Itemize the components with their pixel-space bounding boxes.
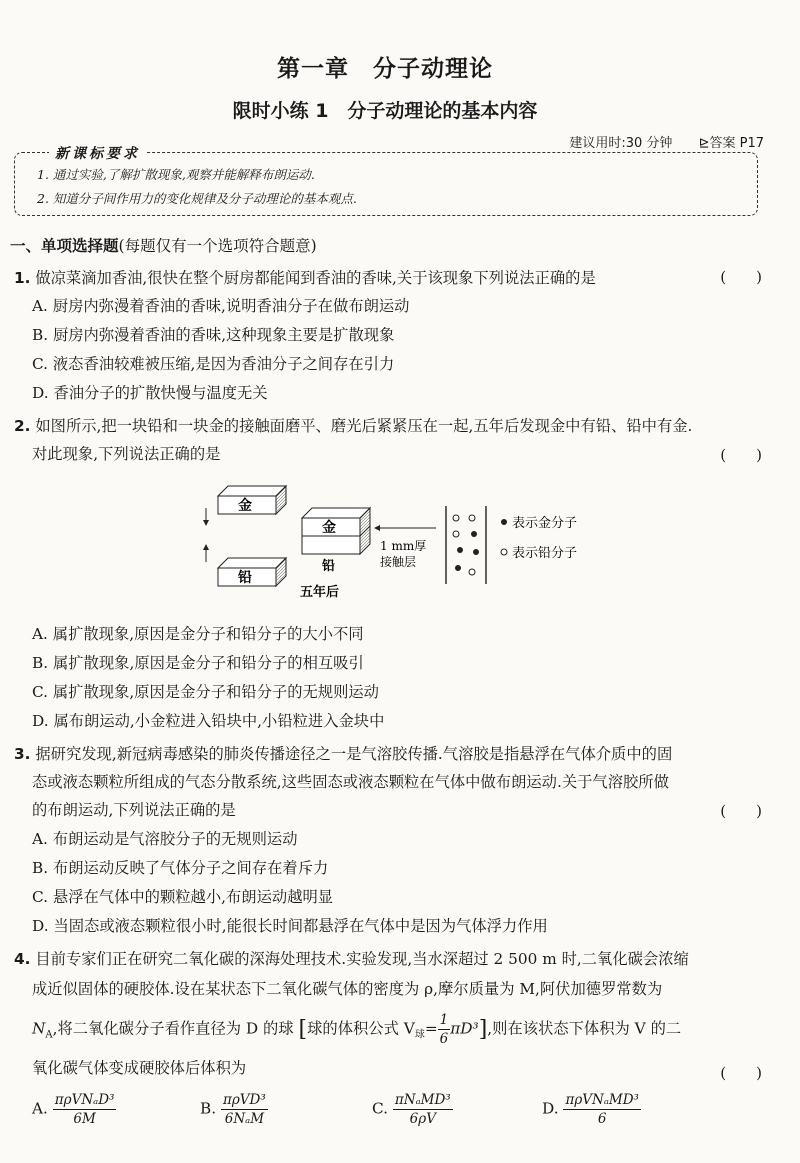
part-one-title: 一、单项选择题	[10, 237, 119, 255]
avogadro-symbol: N	[32, 1019, 46, 1038]
q4-number: 4.	[14, 950, 31, 968]
sphere-fraction-denominator: 6	[439, 1031, 449, 1047]
q4-option-a-label: A.	[32, 1099, 48, 1118]
q1-stem-text: 做凉菜滴加香油,很快在整个厨房都能闻到香油的香味,关于该现象下列说法正确的是	[35, 269, 596, 287]
combined-block	[300, 508, 370, 600]
q4-option-c-denominator: 6ρV	[409, 1111, 436, 1127]
q2-answer-blank: ( )	[720, 446, 762, 464]
q1-answer-blank: ( )	[720, 268, 762, 286]
section-title: 限时小练 1 分子动理论的基本内容	[232, 100, 538, 122]
part-one-note: (每题仅有一个选项符合题意)	[118, 237, 317, 255]
requirements-title: 新课标要求	[49, 143, 146, 163]
q4-option-d-label: D.	[542, 1099, 559, 1118]
requirement-item-2: 2. 知道分子间作用力的变化规律及分子动理论的基本观点.	[37, 191, 357, 206]
formula-prefix: 球的体积公式 V	[307, 1019, 415, 1038]
sphere-volume-fraction	[438, 1012, 451, 1047]
q4-option-b-numerator: πρVD³	[222, 1092, 266, 1108]
years-later-label: 五年后	[300, 585, 340, 600]
contact-layer-label: 接触层	[380, 555, 417, 569]
q3-stem-line-3: 的布朗运动,下列说法正确的是	[32, 801, 236, 819]
q4-option-c-numerator: πNₐMD³	[394, 1092, 451, 1108]
lead-label: 铅	[238, 570, 252, 586]
q4-option-c	[372, 1092, 453, 1127]
lead-block	[218, 558, 286, 586]
suggested-time: 建议用时:30 分钟	[569, 136, 673, 151]
q3-option-a: A. 布朗运动是气溶胶分子的无规则运动	[32, 830, 298, 848]
q4-option-c-fraction	[393, 1092, 453, 1127]
formula-bracket-open: [	[298, 1017, 308, 1042]
q2-stem-line-2: 对此现象,下列说法正确的是	[32, 445, 221, 463]
q3-answer-blank: ( )	[720, 802, 762, 820]
combined-gold-label: 金	[322, 520, 336, 536]
combined-lead-label: 铅	[322, 559, 336, 574]
q4-option-d	[542, 1092, 641, 1127]
q4-option-d-numerator: πρVNₐMD³	[565, 1092, 639, 1108]
formula-equals: =	[424, 1019, 438, 1038]
answer-reference: ⊵答案 P17	[698, 136, 764, 151]
q4-stem-line-2: 成近似固体的硬胶体.设在某状态下二氧化碳气体的密度为 ρ,摩尔质量为 M,阿伏加德罗常数为	[32, 980, 663, 998]
q2-number: 2.	[14, 417, 31, 435]
q2-option-d: D. 属布朗运动,小金粒进入铅块中,小铅粒进入金块中	[32, 712, 385, 730]
q4-option-a-numerator: πρVNₐD³	[54, 1092, 115, 1108]
q4-option-b-label: B.	[200, 1099, 217, 1118]
q4-option-a-fraction	[53, 1092, 117, 1127]
requirements-box	[14, 146, 758, 216]
diagram-legend	[501, 515, 577, 561]
molecule-column	[446, 506, 486, 584]
q3-option-d: D. 当固态或液态颗粒很小时,能很长时间都悬浮在气体中是因为气体浮力作用	[32, 917, 548, 935]
q4-option-a-denominator: 6M	[73, 1111, 96, 1127]
q1-number: 1.	[14, 269, 31, 287]
q3-option-b: B. 布朗运动反映了气体分子之间存在着斥力	[32, 859, 329, 877]
q2-option-b: B. 属扩散现象,原因是金分子和铅分子的相互吸引	[32, 654, 364, 672]
requirement-item-1: 1. 通过实验,了解扩散现象,观察并能解释布朗运动.	[37, 167, 315, 182]
legend-gold-text: 表示金分子	[512, 516, 578, 531]
q4-option-a	[32, 1092, 116, 1127]
sphere-fraction-numerator: 1	[439, 1012, 449, 1028]
q2-option-c: C. 属扩散现象,原因是金分子和铅分子的无规则运动	[32, 683, 379, 701]
q4-option-c-label: C.	[372, 1099, 389, 1118]
gold-label: 金	[238, 498, 252, 514]
q3-stem-line-2: 态或液态颗粒所组成的气态分散系统,这些固态或液态颗粒在气体中做布朗运动.关于气溶胶所做	[32, 773, 669, 791]
q2-stem-text-1: 如图所示,把一块铅和一块金的接触面磨平、磨光后紧紧压在一起,五年后发现金中有铅、铅中有金.	[35, 417, 693, 435]
q3-number: 3.	[14, 745, 31, 763]
part-one-heading	[10, 234, 317, 256]
layer-thickness-label: 1 mm厚	[380, 539, 427, 553]
q2-option-a: A. 属扩散现象,原因是金分子和铅分子的大小不同	[32, 625, 364, 643]
q3-stem-text-1: 据研究发现,新冠病毒感染的肺炎传播途径之一是气溶胶传播.气溶胶是指悬浮在气体介质中的固	[35, 745, 673, 763]
q1-option-b: B. 厨房内弥漫着香油的香味,这种现象主要是扩散现象	[32, 326, 395, 344]
gold-lead-diffusion-diagram	[190, 478, 620, 608]
gold-block	[218, 486, 286, 514]
q4-option-b-fraction	[221, 1092, 268, 1127]
q4-stem-line-1	[14, 947, 689, 969]
zoom-arrow	[374, 525, 436, 569]
press-arrows	[203, 508, 209, 562]
q4-stem-text-3c: ,则在该状态下体积为 V 的二	[487, 1019, 682, 1038]
q4-option-d-denominator: 6	[597, 1111, 607, 1127]
q4-stem-text-3: ,将二氧化碳分子看作直径为 D 的球	[52, 1019, 294, 1038]
q4-stem-line-3	[32, 1012, 681, 1047]
formula-subscript: 球	[414, 1029, 425, 1041]
q4-option-b-denominator: 6NₐM	[224, 1111, 265, 1127]
q3-stem-line-1	[14, 742, 672, 764]
meta-line	[547, 132, 764, 151]
q4-option-d-fraction	[563, 1092, 641, 1127]
formula-tail: πD³	[450, 1019, 479, 1038]
chapter-title: 第一章 分子动理论	[277, 56, 493, 82]
q1-option-d: D. 香油分子的扩散快慢与温度无关	[32, 384, 268, 402]
q4-option-b	[200, 1092, 268, 1127]
legend-lead-text: 表示铅分子	[512, 546, 578, 561]
avogadro-subscript: A	[45, 1029, 53, 1041]
q1-stem	[14, 266, 596, 288]
q4-answer-blank: ( )	[720, 1064, 762, 1082]
q3-option-c: C. 悬浮在气体中的颗粒越小,布朗运动越明显	[32, 888, 334, 906]
q1-option-c: C. 液态香油较难被压缩,是因为香油分子之间存在引力	[32, 355, 395, 373]
q4-stem-line-4: 氧化碳气体变成硬胶体后体积为	[32, 1059, 247, 1077]
formula-bracket-close: ]	[478, 1017, 488, 1042]
q1-option-a: A. 厨房内弥漫着香油的香味,说明香油分子在做布朗运动	[32, 297, 410, 315]
q2-stem-line-1	[14, 414, 692, 436]
q4-stem-text-1: 目前专家们正在研究二氧化碳的深海处理技术.实验发现,当水深超过 2 500 m 时,二氧化碳会浓缩	[35, 950, 689, 968]
